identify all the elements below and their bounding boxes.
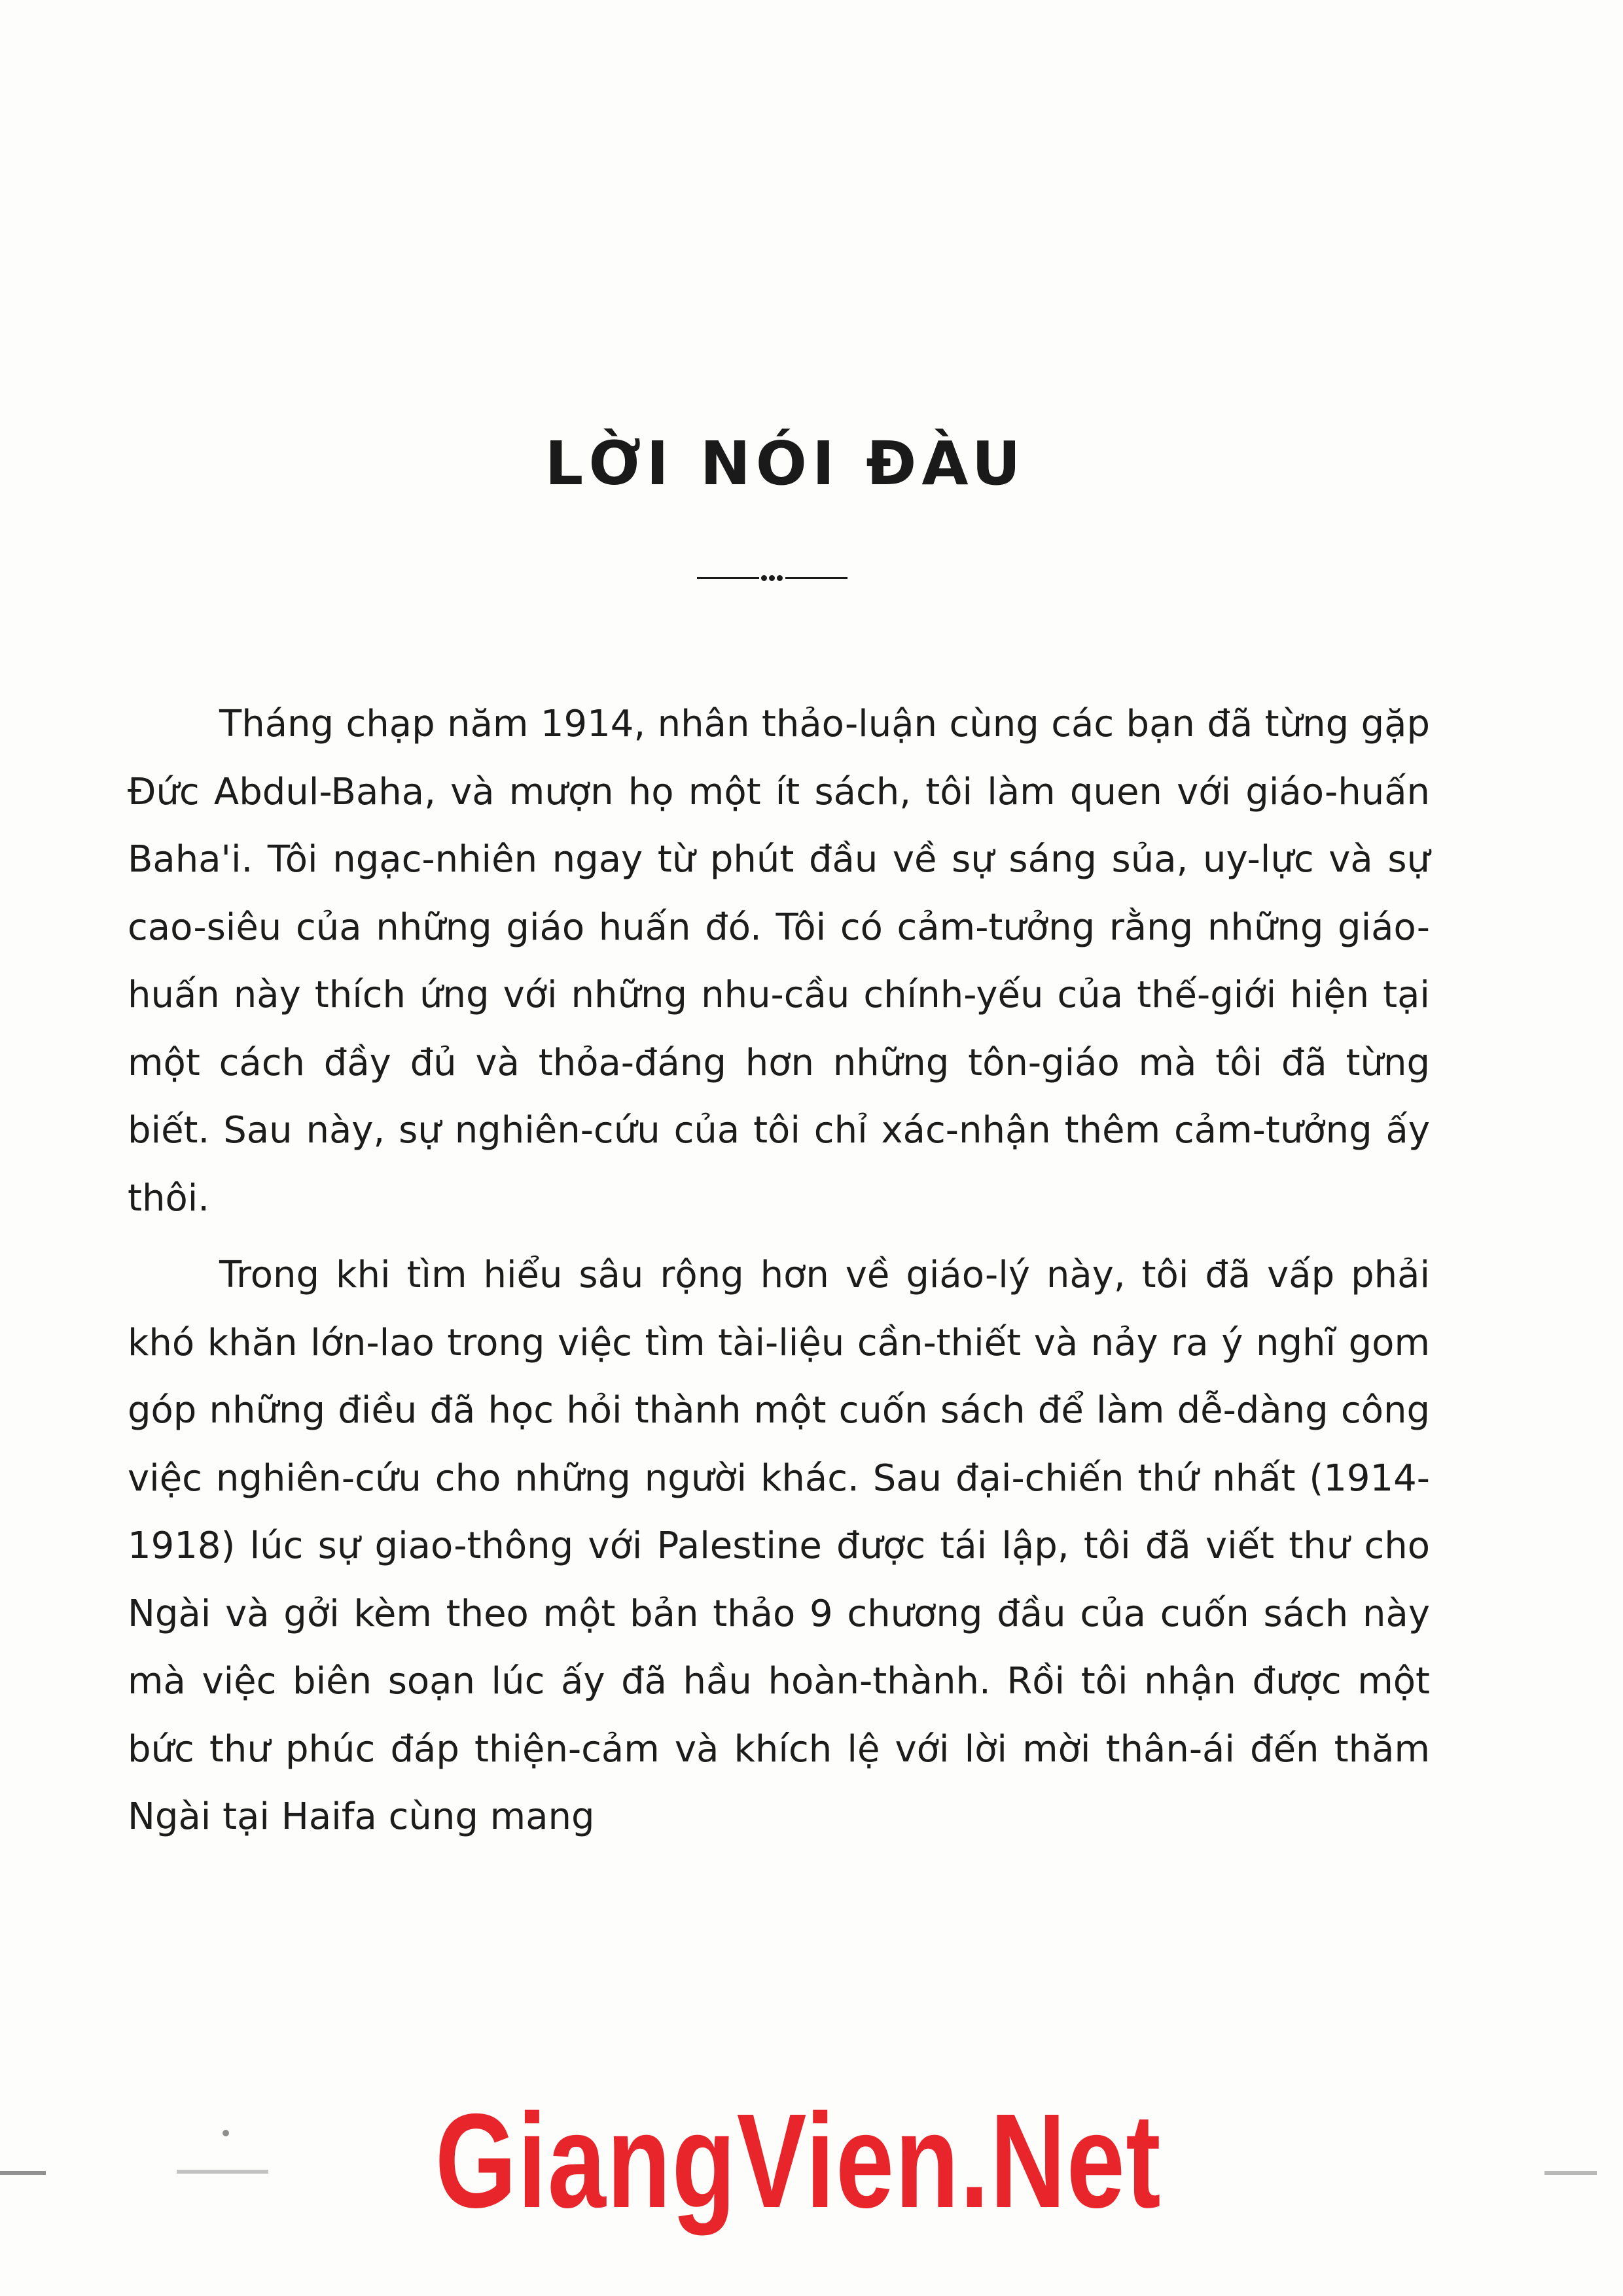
paragraph-1: Tháng chạp năm 1914, nhân thảo-luận cùng các bạn đã từng gặp Đức Abdul-Baha, và mượn họ một ít sách, tôi làm quen với giáo-huấn Baha'i. Tôi ngạc-nhiên ngay từ phút đầu về sự sáng sủa, uy-lực và sự cao-siêu của những giáo huấn đó. Tôi có cảm-tưởng rằng những giáo-huấn này thích ứng với những nhu-cầu chính-yếu của thế-giới hiện tại một cách đầy đủ và thỏa-đáng hơn những tôn-giáo mà tôi đã từng biết. Sau này, sự nghiên-cứu của tôi chỉ xác-nhận thêm cảm-tưởng ấy thôi.	[128, 703, 1430, 1220]
body-text	[128, 690, 1430, 1851]
scan-artifact-right	[1544, 2171, 1597, 2175]
scan-artifact-left	[0, 2171, 46, 2175]
title-ornament-divider	[697, 574, 847, 581]
watermark-logo: GiangVien.Net	[435, 2086, 1162, 2236]
paragraph-2: Trong khi tìm hiểu sâu rộng hơn về giáo-lý này, tôi đã vấp phải khó khăn lớn-lao trong việc tìm tài-liệu cần-thiết và nảy ra ý nghĩ gom góp những điều đã học hỏi thành một cuốn sách để làm dễ-dàng công việc nghiên-cứu cho những người khác. Sau đại-chiến thứ nhất (1914-1918) lúc sự giao-thông với Palestine được tái lập, tôi đã viết thư cho Ngài và gởi kèm theo một bản thảo 9 chương đầu của cuốn sách này mà việc biên soạn lúc ấy đã hầu hoàn-thành. Rồi tôi nhận được một bức thư phúc đáp thiện-cảm và khích lệ với lời mời thân-ái đến thăm Ngài tại Haifa cùng mang	[128, 1254, 1430, 1838]
page-title: LỜI NÓI ĐÀU	[544, 429, 1026, 499]
